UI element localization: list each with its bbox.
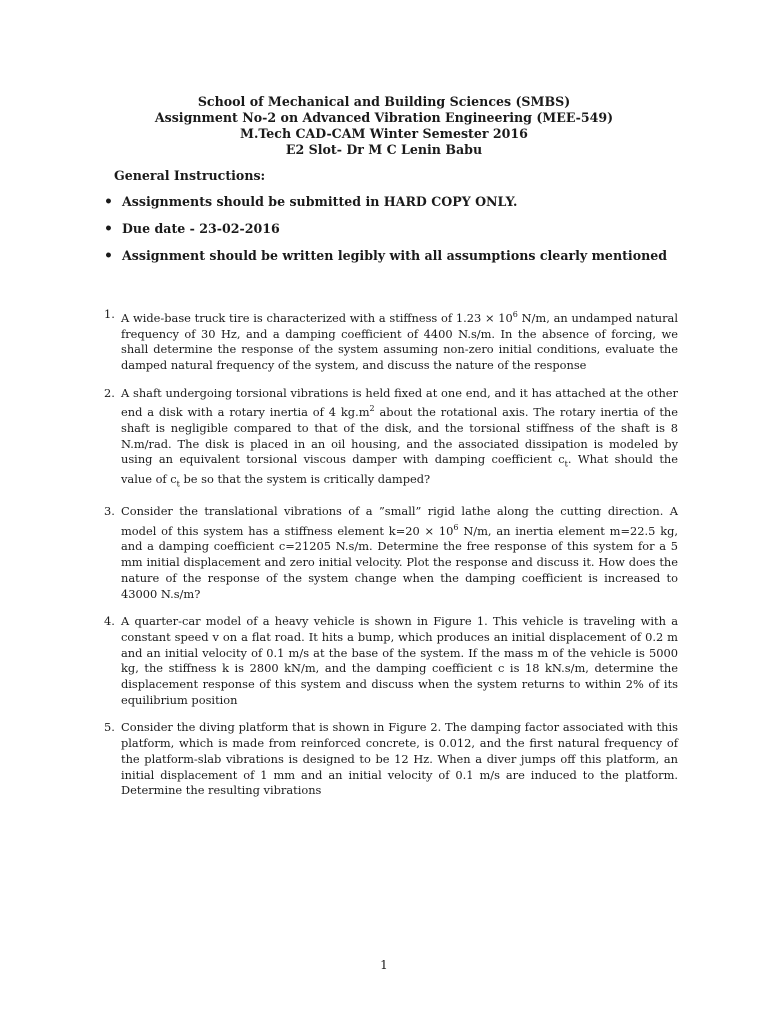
- problem-text: A quarter-car model of a heavy vehicle is shown in Figure 1. This vehicle is traveling with a constant speed v on a flat road. It hits a bump, which produces an initial displacement of 0.2 m and an initial velocity of 0.1 m/s at the base of the system. If the mass m of the vehicle is 5000 kg, the stiffness k is 2800 kN/m, and the damping coefficient c is 18 kN.s/m, determine the displacement response of this system and discuss when the system returns to within 2% of its equilibrium position: [121, 614, 678, 707]
- problem-item: [104, 504, 678, 602]
- problem-number: 3.: [104, 504, 115, 519]
- instruction-item: [104, 248, 704, 264]
- general-instructions: [104, 168, 704, 275]
- instruction-item: [104, 194, 704, 210]
- problem-list: [104, 307, 678, 811]
- header-slot-instructor: E2 Slot- Dr M C Lenin Babu: [285, 142, 483, 157]
- instructions-title: General Instructions:: [114, 168, 266, 183]
- problem-text: Consider the translational vibrations of a ”small” rigid lathe along the cutting direction. A model of this system has a stiffness element $k=20 \times 10^6$ N/m, an inertia element m=22.5 kg, and a damping coefficient c=21205 N.s/m. Determine the free response of this system for a 5 mm initial displacement and zero initial velocity. Plot the response and discuss it. How does the nature of the response of the system change when the damping coefficient is increased to 43000 N.s/m?: [121, 504, 679, 601]
- instruction-text: Due date - 23-02-2016: [122, 221, 280, 236]
- problem-number: 2.: [104, 385, 115, 400]
- problem-number: 5.: [104, 720, 115, 735]
- document-header: [0, 94, 768, 158]
- instruction-text: Assignments should be submitted in HARD COPY ONLY.: [122, 194, 518, 209]
- problem-text: A shaft undergoing torsional vibrations is held fixed at one end, and it has attached at the other end a disk with a rotary inertia of 4 $kg.m^2$ about the rotational axis. The rotary inertia of the shaft is negligible compared to that of the disk, and the torsional stiffness of the shaft is 8 N.m/rad. The disk is placed in an oil housing, and the associated dissipation is modeled by using an equivalent torsional viscous damper with damping coefficient $c_t$. What should the value of $c_t$ be so that the system is critically damped?: [121, 385, 678, 489]
- problem-number: 1.: [104, 307, 115, 321]
- header-program: M.Tech CAD-CAM Winter Semester 2016: [240, 126, 528, 141]
- problem-item: [104, 307, 678, 374]
- instructions-list: [104, 194, 704, 264]
- bullet-icon: •: [104, 194, 113, 210]
- problem-number: 4.: [104, 614, 115, 629]
- problem-item: [104, 386, 678, 493]
- bullet-icon: •: [104, 221, 113, 237]
- instruction-text: Assignment should be written legibly with all assumptions clearly mentioned: [122, 248, 668, 263]
- problem-text: Consider the diving platform that is shown in Figure 2. The damping factor associated with this platform, which is made from reinforced concrete, is 0.012, and the first natural frequency of the platform-slab vibrations is designed to be 12 Hz. When a diver jumps off this platform, an initial displacement of 1 mm and an initial velocity of 0.1 m/s are induced to the platform. Determine the resulting vibrations: [121, 720, 678, 798]
- bullet-icon: •: [104, 248, 113, 264]
- instruction-item: [104, 221, 704, 237]
- problem-item: [104, 720, 678, 799]
- header-school: School of Mechanical and Building Sciences (SMBS): [197, 94, 571, 109]
- header-assignment-title: Assignment No-2 on Advanced Vibration Engineering (MEE-549): [154, 110, 614, 125]
- page-number: 1: [380, 958, 388, 972]
- problem-text: A wide-base truck tire is characterized with a stiffness of $1.23 \times 10^6$ N/m, an undamped natural frequency of 30 Hz, and a damping coefficient of 4400 N.s/m. In the absence of forcing, we shall determine the response of the system assuming non-zero initial conditions, evaluate the damped natural frequency of the system, and discuss the nature of the response: [121, 310, 678, 372]
- problem-item: [104, 614, 678, 708]
